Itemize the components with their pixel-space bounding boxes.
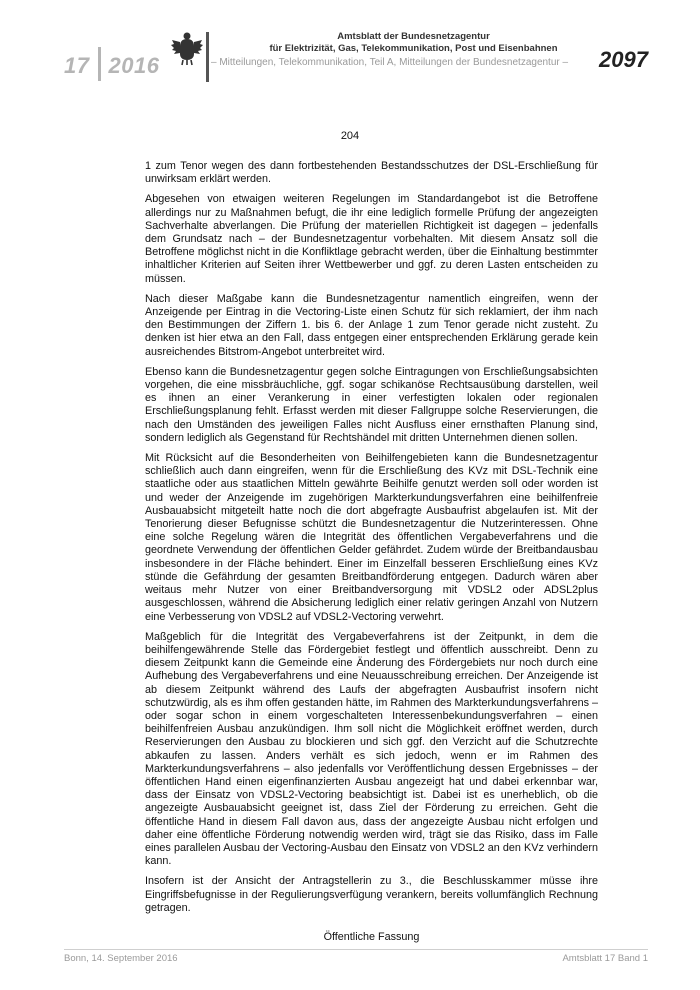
section-label: – Mitteilungen, Telekommunikation, Teil A, Mitteilungen der Bundesnetzagentur – (211, 57, 569, 68)
issue-label (64, 47, 159, 81)
footer-volume: Amtsblatt 17 Band 1 (562, 953, 648, 964)
page-number: 2097 (599, 47, 648, 72)
issue-separator (98, 47, 101, 81)
paragraph: Nach dieser Maßgabe kann die Bundesnetzagentur namentlich eingreifen, wenn der Anzeigende per Eintrag in die Vectoring-Liste einen Schutz für sich reklamiert, der ihm nach den Bestimmungen der Ziffern 1. bis 6. der Anlage 1 zum Tenor gerade nicht zusteht. Zu denken ist hier etwa an den Fall, dass entgegen einer entsprechenden Erklärung gerade kein ausreichendes Bitstrom-Angebot unterbreitet wird. (145, 292, 598, 358)
federal-eagle-icon (170, 30, 204, 66)
paragraph: Ebenso kann die Bundesnetzagentur gegen solche Eintragungen von Erschließungsabsichten vorgehen, die eine missbräuchliche, ggf. sogar schikanöse Rechtsausübung darstellen, weil es ihnen an einer Verankerung in einer verfestigten lokalen oder regionalen Erschließungsplanung fehlt. Erfasst werden mit dieser Fallgruppe solche Reservierungen, die nach den Umständen des jeweiligen Falles nicht Ausfluss einer ernsthaften Planung sind, sondern lediglich als Gegenstand für Rechtshändel mit dritten Unternehmen dienen sollen. (145, 365, 598, 444)
closing-label: Öffentliche Fassung (323, 930, 420, 943)
paragraph: Mit Rücksicht auf die Besonderheiten von Beihilfengebieten kann die Bundesnetzagentur schließlich auch dann eingreifen, wenn für die Erschließung des KVz mit DSL-Technik eine staatliche oder aus staatlichen Mitteln gewährte Beihilfe genutzt werden soll oder worden ist und weder der Anzeigende im zugehörigen Markterkundungsverfahren eine beihilfenfreie Ausbauabsicht mitgeteilt hatte noch die dort abgefragte Ausbaufrist abgelaufen ist. Mit der Tenorierung dieser Befugnisse schützt die Bundesnetzagentur die Nutzerinteressen. Ohne eine solche Regelung wären die Integrität des öffentlichen Vergabeverfahrens und die geordnete Verwendung der öffentlichen Gelder gefährdet. Zudem würde der Breitbandausbau insbesondere in der Fläche behindert. Einer im Einzelfall besseren Erschließung eines KVz stünde die Gefährdung der gesamten Breitbandförderung entgegen. Dadurch wären aber weitaus mehr Nutzer von einer Breitbandversorgung mit VDSL2 oder ADSL2plus ausgeschlossen, während die Absicherung lediglich einer relativ geringen Anzahl von Nutzern eine Verbesserung von VDSL2 auf VDSL2-Vectoring verwehrt. (145, 452, 598, 623)
paragraph: Insofern ist der Ansicht der Antragstellerin zu 3., die Beschlusskammer müsse ihre Eingriffsbefugnisse in der Regulierungsverfügung verankern, bereits vollumfänglich Rechnung getragen. (145, 875, 598, 914)
document-page-number: 204 (340, 130, 360, 142)
issue-number: 17 (64, 53, 90, 78)
header-divider (206, 32, 209, 82)
footer-date: Bonn, 14. September 2016 (64, 953, 178, 964)
paragraph: Maßgeblich für die Integrität des Vergabeverfahrens ist der Zeitpunkt, in dem die beihilfengewährende Stelle das Fördergebiet festlegt und öffentlich ausschreibt. Denn zu diesem Zeitpunkt kann die Gemeinde eine Änderung des Fördergebiets nur noch durch eine Aufhebung des Vergabeverfahrens und eine Neuausschreibung erreichen. Der Anzeigende ist ab diesem Zeitpunkt während des Laufs der abgefragten Ausbaufrist insofern nicht schutzwürdig, als es ihm offen gestanden hätte, im Rahmen des Markterkundungsverfahrens – oder sogar schon in einem vorgeschalteten Interessenbekundungsverfahren – einen beihilfenfreien Ausbau anzukündigen. Ihm soll nicht die Möglichkeit eröffnet werden, durch Reservierungen den Ausbau zu blockieren und sich ggf. den Verzicht auf die Schutzrechte abkaufen zu lassen. Anders verhält es sich jedoch, wenn er im Rahmen des Markterkundungsverfahrens – also jedenfalls vor Veröffentlichung dessen Ergebnisses – der öffentlichen Hand einen eigenfinanzierten Ausbau angezeigt hat und dabei erkennbar war, dass der Einsatz von VDSL2-Vectoring beabsichtigt ist. Dabei ist es unerheblich, ob die angezeigte Ausbauabsicht geeignet ist, dass Ziel der Förderung zu erreichen. Geht die öffentliche Hand in diesem Fall davon aus, dass der angezeigte Ausbau nicht erfolgen und daher eine öffentliche Förderung notwendig werden wird, trägt sie das Risiko, dass im Falle eines parallelen Ausbau der Vectoring-Ausbau den Einsatz von VDSL2 an den KVz verhindern kann. (145, 630, 598, 868)
paragraph: 1 zum Tenor wegen des dann fortbestehenden Bestandsschutzes der DSL-Erschließung für unwirksam erklärt werden. (145, 160, 598, 186)
paragraph: Abgesehen von etwaigen weiteren Regelungen im Standardangebot ist die Betroffene allerdings nur zu Maßnahmen befugt, die ihr eine lediglich formelle Prüfung der angezeigten Sachverhalte abverlangen. Die Prüfung der materiellen Richtigkeit ist dagegen – jedenfalls dem Grundsatz nach – der Bundesnetzagentur vorbehalten. Mit diesem Ansatz soll die Betroffene möglichst nicht in die Konfliktlage gebracht werden, über die Einhaltung bestimmter inhaltlicher Kriterien auf Seiten ihrer Wettbewerber und ggf. zu deren Lasten entscheiden zu müssen. (145, 193, 598, 285)
journal-title: Amtsblatt der Bundesnetzagentur (337, 31, 490, 42)
journal-subtitle: für Elektrizität, Gas, Telekommunikation, Post und Eisenbahnen (269, 43, 558, 54)
issue-year: 2016 (108, 53, 160, 78)
document-body (145, 160, 598, 951)
footer-divider (64, 949, 648, 950)
